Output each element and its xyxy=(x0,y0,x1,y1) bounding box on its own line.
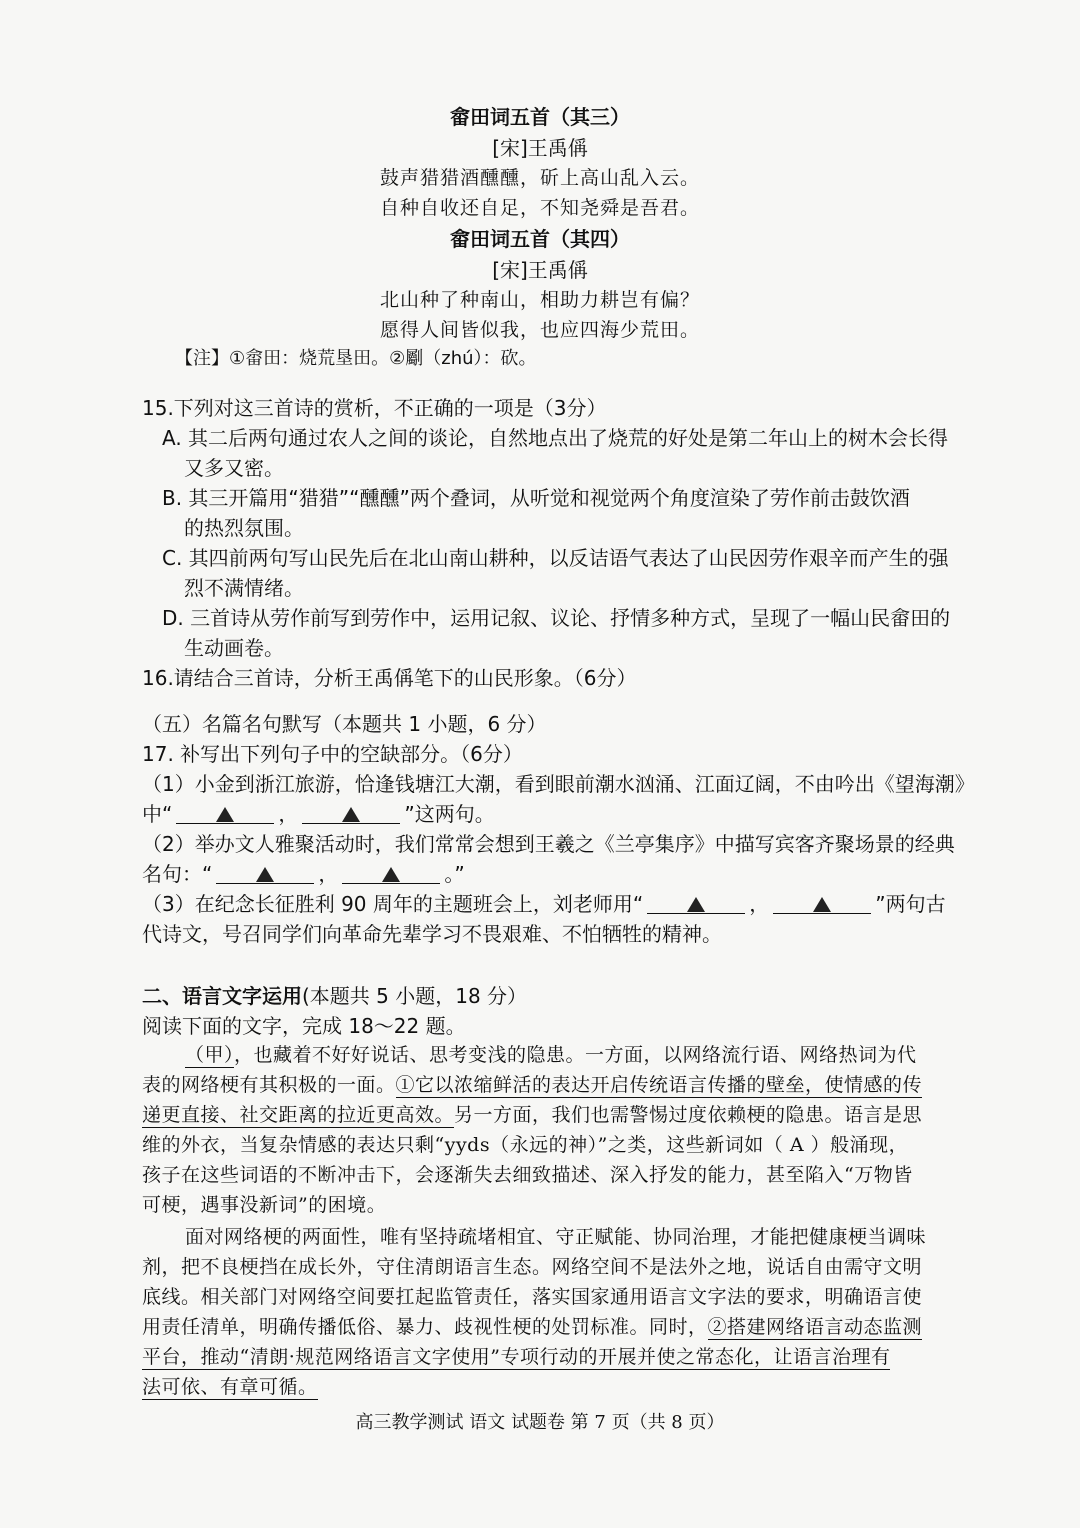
blank-jia: （甲） xyxy=(185,1044,235,1066)
underlined-sentence-1-cont: 递更直接、社交距离的拉近更高效。 xyxy=(142,1104,455,1126)
triangle-icon xyxy=(216,807,234,822)
passage-line-6: 可梗，遇事没新词”的困境。 xyxy=(142,1194,387,1216)
passage-line-12 xyxy=(142,1372,318,1399)
poem4-line1: 北山种了种南山，相助力耕岂有偏？ xyxy=(379,289,700,311)
q17-part1: （1）小金到浙江旅游，恰逢钱塘江大潮，看到眼前潮水汹涌、江面辽阔，不由吟出《望海潮》 xyxy=(142,772,975,796)
passage-line-7: 面对网络梗的两面性，唯有坚持疏堵相宜、守正赋能、协同治理，才能把健康梗当调味 xyxy=(185,1226,927,1248)
text: ，也藏着不好好说话、思考变浅的隐患。一方面，以网络流行语、网络热词为代 xyxy=(234,1044,917,1066)
page-footer: 高三教学测试 语文 试题卷 第 7 页（共 8 页） xyxy=(355,1412,725,1433)
triangle-icon xyxy=(687,897,705,912)
triangle-icon xyxy=(256,867,274,882)
q15-option-d-cont: 生动画卷。 xyxy=(184,636,284,660)
poem4-title: 畲田词五首（其四） xyxy=(450,227,630,251)
passage-line-11 xyxy=(142,1342,890,1369)
q15-stem: 15.下列对这三首诗的赏析，不正确的一项是（3分） xyxy=(142,396,607,420)
passage-line-3 xyxy=(142,1100,922,1127)
poem4-line2: 愿得人间皆似我，也应四海少荒田。 xyxy=(379,319,700,341)
answer-blank[interactable] xyxy=(773,895,871,914)
part2-title xyxy=(142,980,527,1009)
text: 名句：“ xyxy=(142,862,213,886)
underlined-sentence-2-cont: 平台，推动“清朗·规范网络语言文字使用”专项行动的开展并使之常态化，让语言治理有 xyxy=(142,1346,891,1368)
q15-option-d: D. 三首诗从劳作前写到劳作中，运用记叙、议论、抒情多种方式，呈现了一幅山民畲田的 xyxy=(162,606,951,630)
q17-stem: 17. 补写出下列句子中的空缺部分。（6分） xyxy=(142,742,523,766)
passage-line-9: 底线。相关部门对网络空间要扛起监管责任，落实国家通用语言文字法的要求，明确语言使 xyxy=(142,1286,923,1308)
part2-heading: 二、语言文字运用 xyxy=(142,984,302,1008)
poem3-line1: 鼓声猎猎酒醺醺，斫上高山乱入云。 xyxy=(379,167,700,189)
q15-option-b: B. 其三开篇用“猎猎”“醺醺”两个叠词，从听觉和视觉两个角度渲染了劳作前击鼓饮酒 xyxy=(162,486,910,510)
q17-part1-blanks xyxy=(142,798,495,827)
text: 。” xyxy=(444,862,465,886)
poem3-author: [宋]王禹偁 xyxy=(492,136,588,160)
text: 表的网络梗有其积极的一面。 xyxy=(142,1074,396,1096)
answer-blank[interactable] xyxy=(647,895,745,914)
poem3-line2: 自种自收还自足，不知尧舜是吾君。 xyxy=(379,197,700,219)
part2-heading-rest: (本题共 5 小题，18 分） xyxy=(302,984,528,1008)
text: （3）在纪念长征胜利 90 周年的主题班会上，刘老师用“ xyxy=(142,892,644,916)
passage-line-2 xyxy=(142,1070,922,1097)
underlined-sentence-1: ①它以浓缩鲜活的表达开启传统语言传播的壁垒，使情感的传 xyxy=(395,1074,923,1096)
q17-part3-cont: 代诗文，号召同学们向革命先辈学习不畏艰难、不怕牺牲的精神。 xyxy=(142,922,722,946)
q16-stem: 16.请结合三首诗，分析王禹偁笔下的山民形象。（6分） xyxy=(142,666,637,690)
answer-blank[interactable] xyxy=(302,805,400,824)
text: 用责任清单，明确传播低俗、暴力、歧视性梗的处罚标准。同时， xyxy=(142,1316,708,1338)
text: 中“ xyxy=(142,802,173,826)
answer-blank[interactable] xyxy=(216,865,314,884)
text: ”这两句。 xyxy=(404,802,495,826)
text: ， xyxy=(749,892,770,916)
text: ， xyxy=(318,862,339,886)
passage-line-4: 维的外衣，当复杂情感的表达只剩“yyds（永远的神）”之类，这些新词如（ A ）般涌现， xyxy=(142,1134,909,1156)
poem-note: 【注】①畲田：烧荒垦田。②劚（zhú）：砍。 xyxy=(175,348,537,369)
answer-blank[interactable] xyxy=(342,865,440,884)
q17-part3 xyxy=(142,888,946,917)
part2-instruction: 阅读下面的文字，完成 18～22 题。 xyxy=(142,1014,466,1038)
q15-option-a: A. 其二后两句通过农人之间的谈论，自然地点出了烧荒的好处是第二年山上的树木会长得 xyxy=(162,426,949,450)
text: 另一方面，我们也需警惕过度依赖梗的隐患。语言是思 xyxy=(454,1104,923,1126)
section5-title: （五）名篇名句默写（本题共 1 小题，6 分） xyxy=(142,712,547,736)
triangle-icon xyxy=(342,807,360,822)
q15-option-a-cont: 又多又密。 xyxy=(184,456,284,480)
passage-line-1 xyxy=(185,1040,917,1067)
q15-option-c: C. 其四前两句写山民先后在北山南山耕种，以反诘语气表达了山民因劳作艰辛而产生的强 xyxy=(162,546,949,570)
underlined-sentence-2-end: 法可依、有章可循。 xyxy=(142,1376,318,1398)
text: ， xyxy=(278,802,299,826)
underlined-sentence-2: ②搭建网络语言动态监测 xyxy=(707,1316,923,1338)
triangle-icon xyxy=(382,867,400,882)
passage-line-10 xyxy=(142,1312,922,1339)
text: ”两句古 xyxy=(875,892,946,916)
passage-line-8: 剂，把不良梗挡在成长外，守住清朗语言生态。网络空间不是法外之地，说话自由需守文明 xyxy=(142,1256,923,1278)
passage-line-5: 孩子在这些词语的不断冲击下，会逐渐失去细致描述、深入抒发的能力，甚至陷入“万物皆 xyxy=(142,1164,913,1186)
q15-option-c-cont: 烈不满情绪。 xyxy=(184,576,304,600)
answer-blank[interactable] xyxy=(176,805,274,824)
poem4-author: [宋]王禹偁 xyxy=(492,258,588,282)
q15-option-b-cont: 的热烈氛围。 xyxy=(184,516,304,540)
q17-part2-blanks xyxy=(142,858,465,887)
poem3-title: 畲田词五首（其三） xyxy=(450,105,630,129)
q17-part2: （2）举办文人雅聚活动时，我们常常会想到王羲之《兰亭集序》中描写宾客齐聚场景的经典 xyxy=(142,832,955,856)
triangle-icon xyxy=(813,897,831,912)
